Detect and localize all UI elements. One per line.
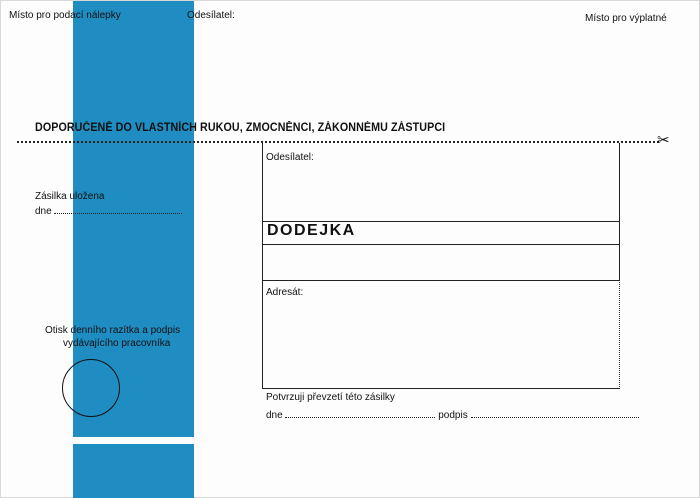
stored-date-field[interactable] <box>54 205 182 214</box>
form-divider-3 <box>262 280 620 281</box>
receipt-date-field[interactable] <box>285 409 435 418</box>
form-title: DODEJKA <box>267 222 356 239</box>
stamp-circle <box>62 359 120 417</box>
form-divider-2 <box>262 244 620 245</box>
stamp-caption-line1: Otisk denního razítka a podpis <box>45 325 181 336</box>
stamp-caption-line2: vydávajícího pracovníka <box>63 338 171 349</box>
stored-date-prefix: dne <box>35 206 52 217</box>
blue-block <box>73 444 194 498</box>
signature-field[interactable] <box>471 409 639 418</box>
form-sender-label: Odesílatel: <box>266 152 314 163</box>
addressee-label: Adresát: <box>266 287 304 298</box>
form-box-right-edge <box>262 143 620 281</box>
confirm-text: Potvrzuji převzetí této zásilky <box>266 392 395 403</box>
stored-date-line <box>35 205 182 218</box>
stored-label: Zásilka uložena <box>35 191 105 202</box>
delivery-heading: DOPORUČENĚ DO VLASTNÍCH RUKOU, ZMOCNĚNCI, ZÁKONNÉMU ZÁSTUPCI <box>35 122 446 134</box>
sticker-area-label: Místo pro podací nálepky <box>9 10 121 21</box>
scissors-icon: ✂ <box>657 132 670 149</box>
postage-area-label: Místo pro výplatné <box>585 13 667 24</box>
receipt-date-prefix: dne <box>266 410 283 421</box>
signature-label: podpis <box>438 410 468 421</box>
top-sender-label: Odesílatel: <box>187 10 235 21</box>
receipt-date-line <box>266 409 639 422</box>
